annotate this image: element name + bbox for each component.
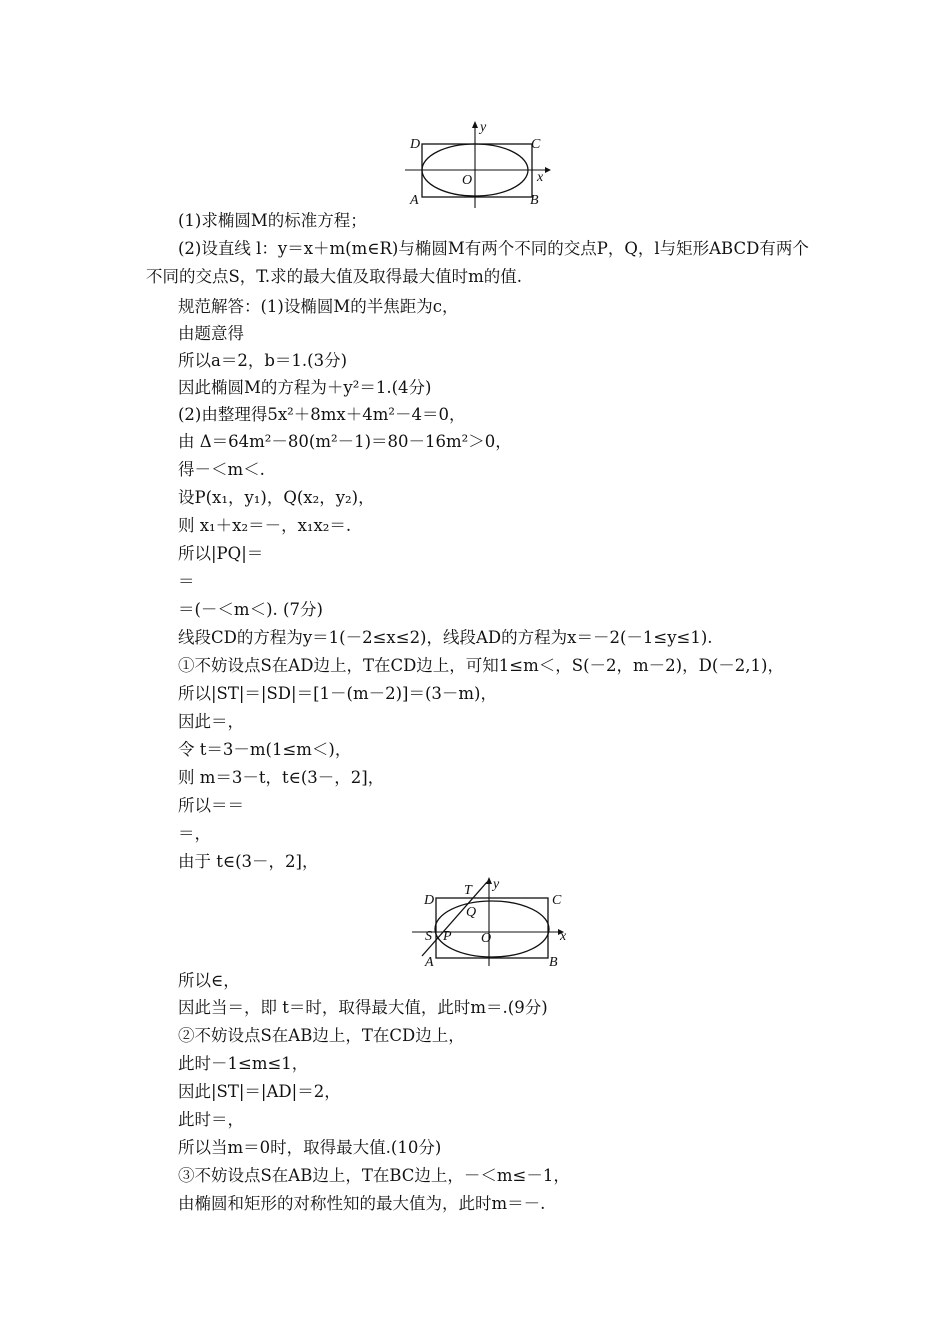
text-line: ①不妨设点S在AD边上，T在CD边上，可知1≤m＜，S(－2，m－2)，D(－2,1)， bbox=[178, 656, 784, 675]
text-line: (2)由整理得5x²＋8mx＋4m²－4＝0， bbox=[178, 405, 466, 424]
point-b-label: B bbox=[549, 955, 558, 970]
point-t-label: T bbox=[464, 883, 472, 898]
text-line: 令 t＝3－m(1≤m＜)， bbox=[178, 740, 352, 759]
point-d-label: D bbox=[424, 893, 435, 908]
text-line: 此时－1≤m≤1， bbox=[178, 1054, 309, 1073]
x-arrow-icon bbox=[545, 167, 551, 173]
text-line: ③不妨设点S在AB边上，T在BC边上，－＜m≤－1， bbox=[178, 1166, 570, 1185]
text-line: (2)设直线 l：y＝x＋m(m∈R)与椭圆M有两个不同的交点P，Q，l与矩形ABCD有两个 bbox=[178, 239, 809, 258]
text-line: ＝， bbox=[178, 824, 211, 843]
text-line: 所以a＝2，b＝1.(3分) bbox=[178, 351, 348, 370]
text-line: 所以当m＝0时，取得最大值.(10分) bbox=[178, 1138, 442, 1157]
text-line: 此时＝， bbox=[178, 1110, 244, 1129]
text-line: ＝ bbox=[178, 572, 195, 591]
text-line: 规范解答：(1)设椭圆M的半焦距为c， bbox=[178, 297, 459, 316]
text-line: ②不妨设点S在AB边上，T在CD边上， bbox=[178, 1026, 465, 1045]
y-label: y bbox=[493, 877, 500, 892]
text-line: 由于 t∈(3－，2]， bbox=[178, 852, 319, 871]
text-line: 得－＜m＜. bbox=[178, 460, 265, 479]
point-c-label: C bbox=[552, 893, 562, 908]
text-line: (1)求椭圆M的标准方程； bbox=[178, 211, 367, 230]
point-d-label: D bbox=[410, 137, 421, 152]
text-line: 所以＝＝ bbox=[178, 796, 244, 815]
x-label: x bbox=[560, 929, 567, 944]
point-p-label: P bbox=[443, 929, 452, 944]
text-line: 则 x₁＋x₂＝－，x₁x₂＝. bbox=[178, 516, 352, 535]
text-line: 所以|ST|＝|SD|＝[1－(m－2)]＝(3－m)， bbox=[178, 684, 497, 703]
text-line: 由 Δ＝64m²－80(m²－1)＝80－16m²＞0， bbox=[178, 432, 512, 451]
text-line: 因此|ST|＝|AD|＝2， bbox=[178, 1082, 341, 1101]
point-s-label: S bbox=[425, 929, 432, 944]
y-label: y bbox=[480, 120, 487, 135]
ellipse-rectangle-figure-1 bbox=[405, 118, 555, 210]
text-line: ＝(－＜m＜). (7分) bbox=[178, 600, 323, 619]
text-line: 所以|PQ|＝ bbox=[178, 544, 264, 563]
origin-label: O bbox=[462, 173, 473, 188]
origin-label: O bbox=[481, 931, 492, 946]
text-line: 因此当＝，即 t＝时，取得最大值，此时m＝.(9分) bbox=[178, 998, 548, 1017]
point-a-label: A bbox=[410, 193, 419, 208]
point-b-label: B bbox=[530, 193, 539, 208]
text-line: 由题意得 bbox=[178, 324, 244, 343]
text-line: 设P(x₁，y₁)，Q(x₂，y₂)， bbox=[178, 488, 375, 507]
x-label: x bbox=[537, 170, 544, 185]
text-line: 由椭圆和矩形的对称性知的最大值为，此时m＝－. bbox=[178, 1194, 546, 1213]
figure-2-svg bbox=[412, 872, 572, 968]
text-line: 所以∈， bbox=[178, 971, 240, 990]
point-c-label: C bbox=[531, 137, 541, 152]
ellipse-m bbox=[435, 901, 549, 957]
text-line: 则 m＝3－t，t∈(3－，2]， bbox=[178, 768, 385, 787]
y-arrow-icon bbox=[472, 121, 478, 128]
figure-1-svg bbox=[405, 118, 555, 210]
text-line: 因此椭圆M的方程为＋y²＝1.(4分) bbox=[178, 378, 432, 397]
text-line: 不同的交点S，T.求的最大值及取得最大值时m的值. bbox=[146, 267, 523, 286]
point-q-label: Q bbox=[466, 905, 477, 920]
text-line: 线段CD的方程为y＝1(－2≤x≤2)，线段AD的方程为x＝－2(－1≤y≤1). bbox=[178, 628, 713, 647]
point-a-label: A bbox=[425, 955, 434, 970]
ellipse-rectangle-figure-2 bbox=[412, 872, 572, 968]
text-line: 因此＝， bbox=[178, 712, 244, 731]
